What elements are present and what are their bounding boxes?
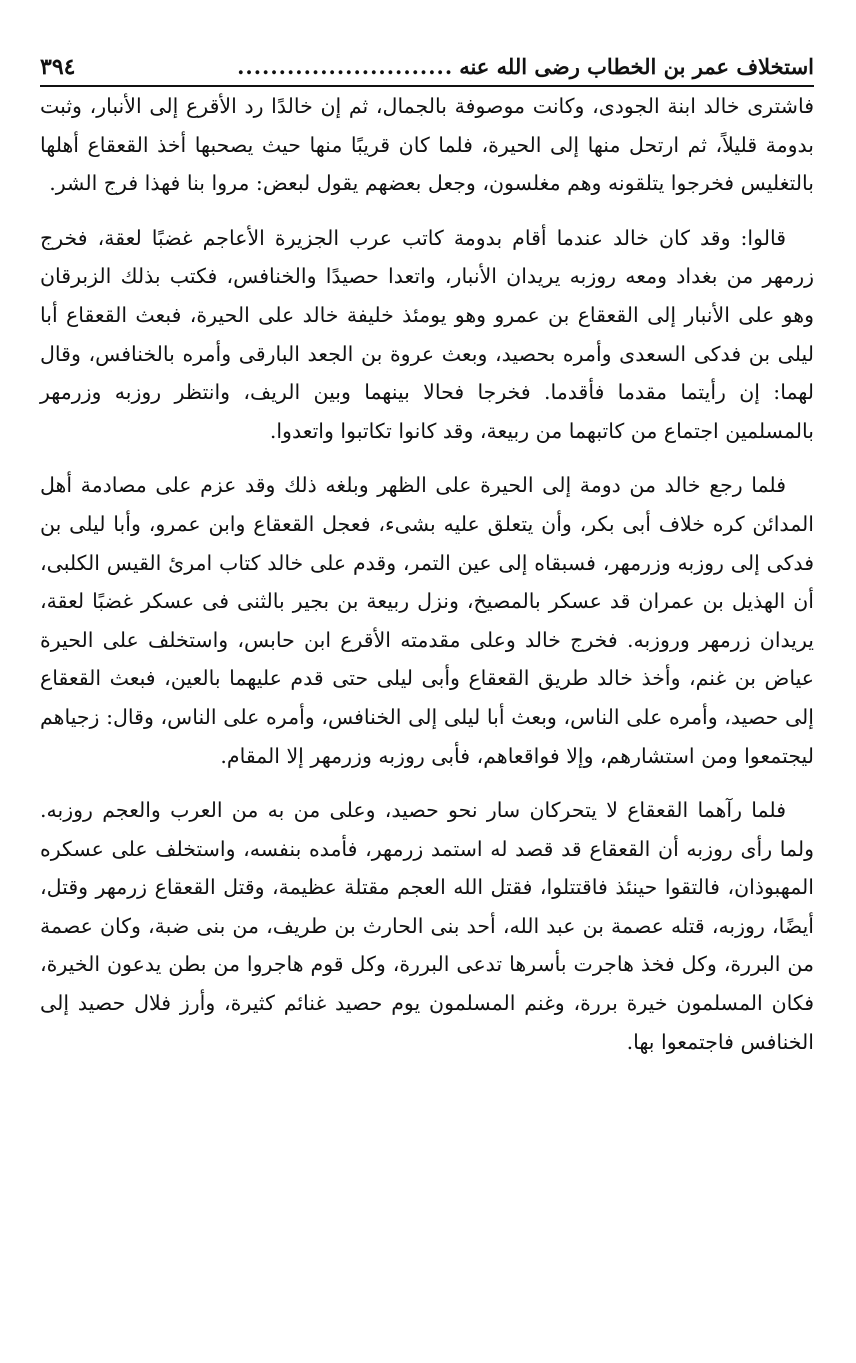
paragraph-3: فلما رجع خالد من دومة إلى الحيرة على الظهر وبلغه ذلك وقد عزم على مصادمة أهل المدائن كره خلاف أبى بكر، وأن يتعلق عليه بشىء، فعجل القعقاع وابن عمرو، وأبا ليلى بن فدكى إلى روزبه وزرمهر، فسبقاه إلى عين التمر، وقدم على خالد كتاب امرئ القيس الكلبى، أن الهذيل بن عمران قد عسكر بالمصيخ، ونزل ربيعة بن بجير بالثنى فى عسكر غضبًا لعقة، يريدان زرمهر وروزبه. فخرج خالد وعلى مقدمته الأقرع ابن حابس، واستخلف على الحيرة عياض بن غنم، وأخذ خالد طريق القعقاع وأبى ليلى حتى قدم عليهما بالعين، فبعث القعقاع إلى حصيد، وأمره على الناس، وبعث أبا ليلى إلى الخنافس، وأمره على الناس، وقال: زجياهم ليجتمعوا ومن استشارهم، وإلا فواقعاهم، فأبى روزبه وزرمهر إلا المقام. (40, 473, 814, 768)
paragraph-4: فلما رآهما القعقاع لا يتحركان سار نحو حصيد، وعلى من به من العرب والعجم روزبه. ولما رأى روزبه أن القعقاع قد قصد له استمد زرمهر، فأمده بنفسه، واستخلف على عسكره المهبوذان، فالتقوا حينئذ فاقتتلوا، فقتل الله العجم مقتلة عظيمة، وقتل القعقاع زرمهر وقتل، أيضًا، روزبه، قتله عصمة بن عبد الله، أحد بنى الحارث بن طريف، من بنى ضبة، وكان عصمة من البررة، وكل فخذ هاجرت بأسرها تدعى البررة، وكل قوم هاجروا من بطن يدعون الخيرة، فكان المسلمون خيرة بررة، وغنم المسلمون يوم حصيد غنائم كثيرة، وأرز فلال حصيد إلى الخنافس فاجتمعوا بها. (40, 798, 814, 1054)
page-number: ٣٩٤ (40, 54, 76, 80)
paragraph-2: قالوا: وقد كان خالد عندما أقام بدومة كاتب عرب الجزيرة الأعاجم غضبًا لعقة، فخرج زرمهر من بغداد ومعه روزبه يريدان الأنبار، واتعدا حصيدًا والخنافس، فكتب بذلك الزبرقان وهو على الأنبار إلى القعقاع بن عمرو وهو يومئذ خليفة خالد على الحيرة، فبعث القعقاع أبا ليلى بن فدكى السعدى وأمره بحصيد، وبعث عروة بن الجعد البارقى وأمره بالخنافس، وقال لهما: إن رأيتما مقدما فأقدما. فخرجا فحالا بينهما وبين الريف، وانتظر روزبه وزرمهر بالمسلمين اجتماع من كاتبهما من ربيعة، وقد كانوا تكاتبوا واتعدوا. (40, 225, 814, 443)
chapter-title: استخلاف عمر بن الخطاب رضى الله عنه (459, 54, 814, 79)
paragraph-1: فاشترى خالد ابنة الجودى، وكانت موصوفة بالجمال، ثم إن خالدًا رد الأقرع إلى الأنبار، وثبت بدومة قليلاً، ثم ارتحل منها إلى الحيرة، فلما كان قريبًا منها حيث يصحبها أخذ القعقاع أهلها بالتغليس فخرجوا يتلقونه وهم مغلسون، وجعل بعضهم يقول لبعض: مروا بنا فهذا فرج الشر. (40, 94, 814, 196)
running-header (40, 52, 814, 87)
header-dot-leader: .......................... (237, 54, 454, 79)
